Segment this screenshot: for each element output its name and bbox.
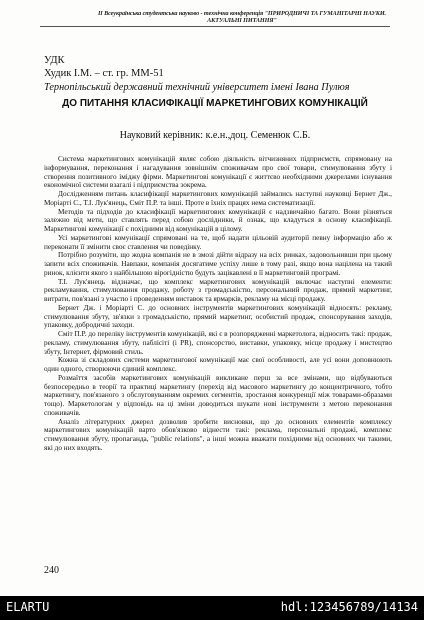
- paragraph: Дослідженням питань класифікації маркетингових комунікацій займались наступні науковці Бернет Дж., Моріарті С., Т.І. Лук'янець, Сміт П.Р. та інші. Проте в їхніх працях нема систематизації.: [44, 190, 392, 207]
- handle-identifier: hdl:123456789/14134: [280, 600, 418, 614]
- paragraph: Бернет Дж. і Моріарті С. до основних інструментів маркетингових комунікацій відносять: рекламу, стимулювання збуту, зв'язки з громадськістю, прямий маркетинг, особистий продаж, спонсорування заходів, упаковку, добродичні заходи.: [44, 303, 392, 330]
- paragraph: Система маркетингових комунікацій являє собою діяльність вітчизняних підприємств, спрямовану на інформування, переконання і нагадування зовнішнім споживачам про свої товари, стимулювання збуту і створення позитивного іміджу фірми. Маркетингові комунікації є життєво необхідними джерелами існування економічної системи взагалі і підприємства зокрема.: [44, 155, 392, 190]
- udk-label: УДК: [44, 55, 65, 66]
- conference-header-line2: АКТУАЛЬНІ ПИТАННЯ": [207, 17, 277, 24]
- paper-title: ДО ПИТАННЯ КЛАСИФІКАЦІЇ МАРКЕТИНГОВИХ КОМУНІКАЦІЙ: [62, 98, 368, 109]
- repository-name: ELARTU: [6, 600, 50, 614]
- paragraph: Т.І. Лук'янець відзначає, що комплекс маркетингових комунікацій включає наступні елементи: рекламування, стимулювання продажу, роботу з громадськістю, персональний продаж, прямий маркетинг, витрати, пов'язані з участю і проведенням виставок та ярмарків, рекламу на місці продажу.: [44, 277, 392, 303]
- paragraph: Усі маркетингові комунікації спрямовані на те, щоб надати цільовій аудиторії певну інформацію або ж переконати її змінити своє ставлення чи поведінку.: [44, 233, 392, 251]
- repository-footer-bar: [0, 596, 424, 620]
- affiliation-line: Тернопільський державний технічний університет імені Івана Пулюя: [44, 82, 350, 93]
- paragraph: Методів та підходів до класифікації маркетингових комунікацій є надзвичайно багато. Вони різняться залежно від мети, що ставлять перед собою дослідники, й ознак, що кладуться в основу класифікації. Маркетингові комунікації є похідними від комунікацій в цілому.: [44, 207, 392, 233]
- page-number: 240: [44, 565, 59, 576]
- conference-header-line1: II Всеукраїнська студентська науково - технічна конференція "ПРИРОДНИЧІ ТА ГУМАНІТАРНІ НАУКИ.: [98, 10, 386, 17]
- body-text: [44, 155, 392, 453]
- paragraph: Розмаїття засобів маркетингових комунікацій викликане перш за все змінами, що відбуваються безпосередньо в теорії та практиці маркетингу (перехід від масового маркетингу до концентричного, тобто маркетингу, пов'язаного з обслуговуванням окремих сегментів, зростання конкуренції між товарами-образами тощо). Маркетологам у відповідь на ці зміни доводиться шукати нові інструменти з метою переконання споживачів.: [44, 373, 392, 417]
- supervisor-line: Науковий керівник: к.е.н.,доц. Семенюк С.Б.: [119, 130, 311, 141]
- header-divider: [40, 26, 390, 27]
- author-line: Худик І.М. – ст. гр. ММ-51: [44, 68, 164, 79]
- paragraph: Кожна зі складових системи маркетингової комунікації має свої особливості, але усі вони доповнюють один одного, створюючи єдиний комплекс.: [44, 356, 392, 373]
- paragraph: Аналіз літературних джерел дозволив зробити висновки, що до основних елементів комплексу маркетингових комунікацій варто обов'язково віднести такі: реклама, персональні продажі, комплекс стимулювання збуту, пропаганда, "public relations", а інші можна вважати похідними від основних чи такими, які до них входять.: [44, 417, 392, 452]
- paragraph: Потрібно розуміти, що жодна компанія не в змозі дійти відразу на всіх ринках, задовольнивши при цьому запити всіх споживачів. Навпаки, компанія досягатиме успіху лише в тому разі, якщо вона націлена на такий ринок, клієнти якого з найбільшою вірогідністю будуть зацікавлені в її маркетинговій програмі.: [44, 251, 392, 277]
- paragraph: Сміт П.Р. до переліку інструментів комунікацій, які є в розпорядженні маркетолога, відносить такі: продаж, рекламу, стимулювання збуту, паблісіті (і PR), спонсорство, виставки, упаковку, місце продажу і мистецтво збуту, Інтернет, фірмовий стиль.: [44, 330, 392, 356]
